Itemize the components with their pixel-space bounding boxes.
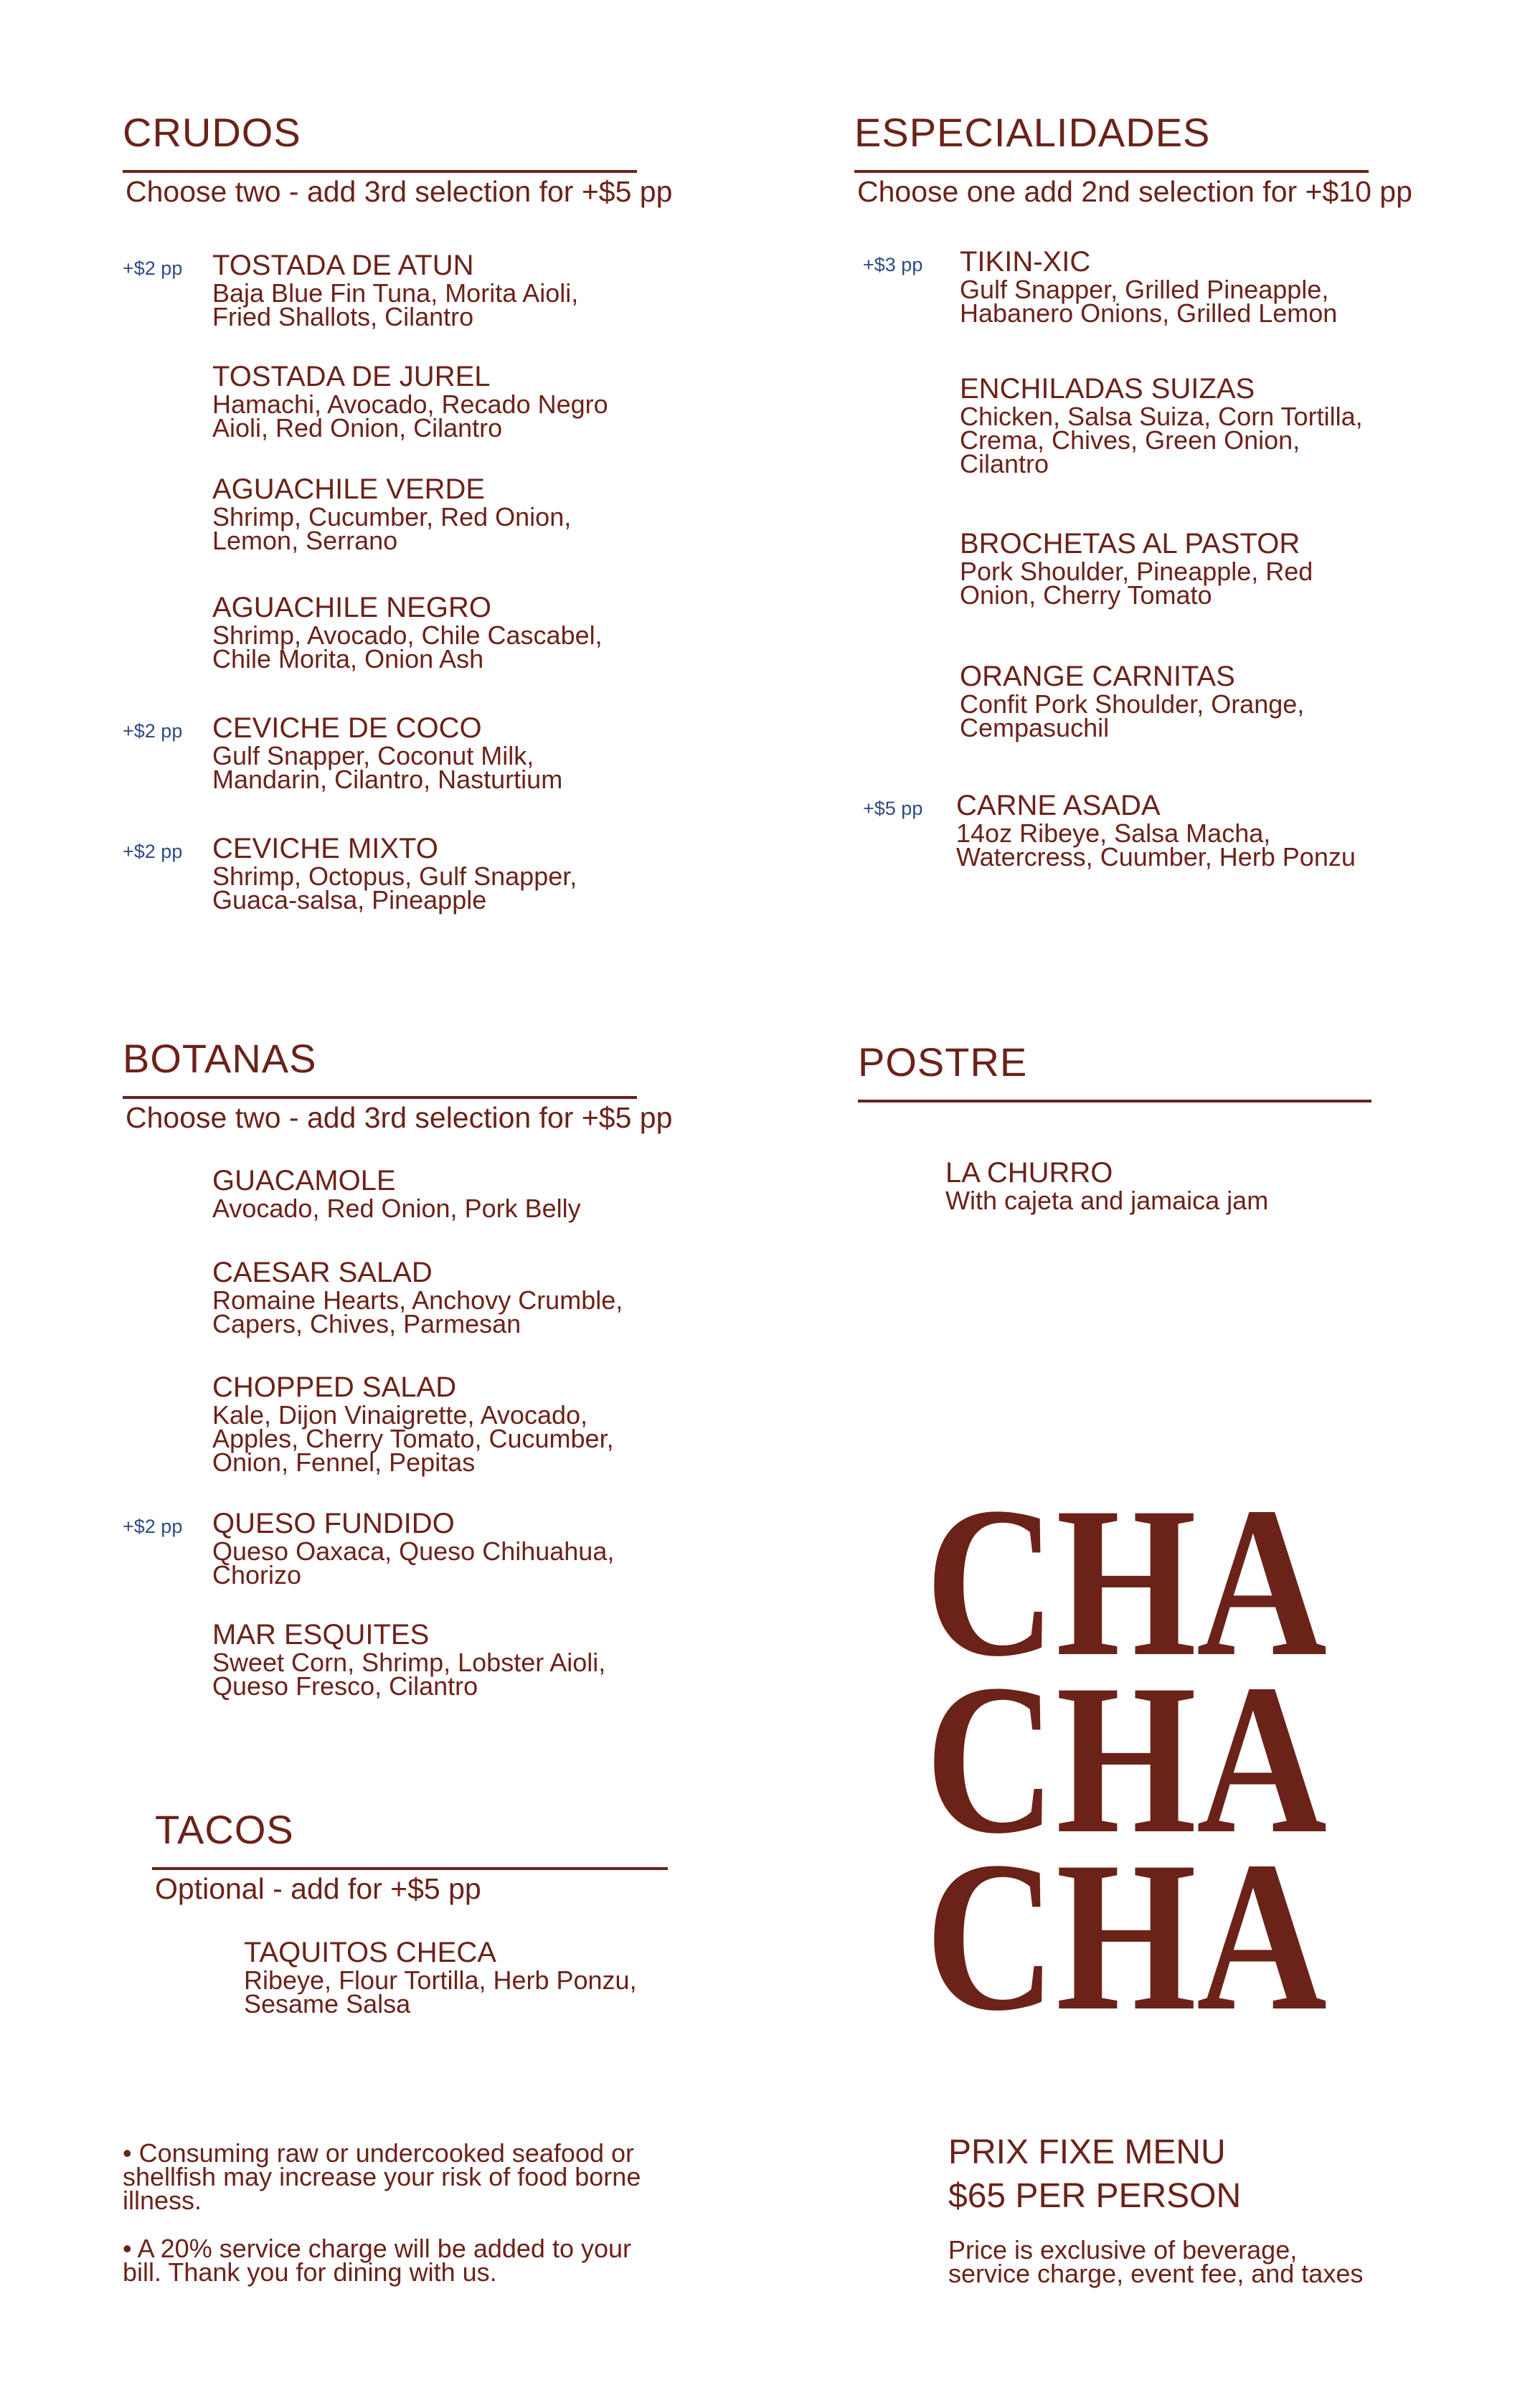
- cha-cha-cha-logo: [925, 1463, 1341, 2055]
- item-description-line: Romaine Hearts, Anchovy Crumble,: [212, 1285, 623, 1315]
- item-description-line: Onion, Fennel, Pepitas: [212, 1448, 476, 1477]
- item-description-line: Cempasuchil: [960, 713, 1110, 742]
- item-description-line: Pork Shoulder, Pineapple, Red: [960, 557, 1313, 586]
- item-name: MAR ESQUITES: [212, 1619, 430, 1651]
- section-title: POSTRE: [858, 1039, 1028, 1085]
- item-description-line: Gulf Snapper, Coconut Milk,: [212, 741, 534, 770]
- item-description-line: Queso Fresco, Cilantro: [212, 1671, 478, 1701]
- logo-line: CHA: [925, 1463, 1327, 1701]
- item-description-line: Avocado, Red Onion, Pork Belly: [212, 1194, 581, 1223]
- prix-fixe-note: [948, 2235, 1364, 2288]
- logo-line: CHA: [925, 1640, 1327, 1878]
- note-line: illness.: [123, 2186, 202, 2215]
- section-title: CRUDOS: [123, 110, 301, 155]
- item-description-line: Fried Shallots, Cilantro: [212, 302, 474, 331]
- item-description-line: With cajeta and jamaica jam: [945, 1186, 1269, 1215]
- item-description-line: Capers, Chives, Parmesan: [212, 1309, 521, 1338]
- item-surcharge: +$2 pp: [123, 1516, 183, 1537]
- logo-line: CHA: [925, 1817, 1327, 2055]
- prix-note-line: Price is exclusive of beverage,: [948, 2235, 1298, 2265]
- item-name: CAESAR SALAD: [212, 1257, 433, 1288]
- item-description-line: Apples, Cherry Tomato, Cucumber,: [212, 1424, 614, 1453]
- item-description-line: Guaca-salsa, Pineapple: [212, 885, 487, 915]
- item-description-line: Shrimp, Octopus, Gulf Snapper,: [212, 861, 577, 891]
- section-divider: [858, 1100, 1371, 1103]
- item-name: TOSTADA DE ATUN: [212, 250, 474, 281]
- section-title: BOTANAS: [123, 1036, 317, 1081]
- item-surcharge: +$5 pp: [863, 798, 923, 819]
- prix-fixe-title: [948, 2130, 1241, 2218]
- item-description-line: Confit Pork Shoulder, Orange,: [960, 689, 1305, 719]
- raw-seafood-note: [123, 2138, 641, 2215]
- item-description-line: Queso Oaxaca, Queso Chihuahua,: [212, 1536, 615, 1566]
- item-description-line: Sweet Corn, Shrimp, Lobster Aioli,: [212, 1648, 606, 1677]
- item-description-line: Hamachi, Avocado, Recado Negro: [212, 389, 608, 419]
- item-name: BROCHETAS AL PASTOR: [960, 528, 1300, 559]
- section-divider: [152, 1867, 668, 1870]
- item-name: TAQUITOS CHECA: [244, 1937, 496, 1968]
- item-description-line: Chicken, Salsa Suiza, Corn Tortilla,: [960, 402, 1363, 431]
- item-description-line: Shrimp, Cucumber, Red Onion,: [212, 502, 572, 532]
- item-description-line: Watercress, Cuumber, Herb Ponzu: [956, 842, 1356, 872]
- item-description-line: Gulf Snapper, Grilled Pineapple,: [960, 275, 1329, 304]
- item-description-line: Crema, Chives, Green Onion,: [960, 425, 1300, 455]
- section-subtitle: Choose two - add 3rd selection for +$5 pp: [126, 175, 673, 208]
- item-name: ORANGE CARNITAS: [960, 661, 1235, 692]
- item-surcharge: +$2 pp: [123, 258, 183, 279]
- item-description-line: Sesame Salsa: [244, 1989, 411, 2019]
- item-description-line: Onion, Cherry Tomato: [960, 580, 1212, 610]
- section-title: ESPECIALIDADES: [854, 110, 1211, 155]
- section-divider: [123, 1096, 637, 1099]
- item-name: CARNE ASADA: [956, 790, 1161, 821]
- item-description-line: Mandarin, Cilantro, Nasturtium: [212, 765, 563, 794]
- section-title: TACOS: [155, 1807, 294, 1852]
- item-description-line: Chorizo: [212, 1560, 302, 1590]
- item-description-line: Aioli, Red Onion, Cilantro: [212, 413, 503, 443]
- item-name: AGUACHILE VERDE: [212, 473, 486, 505]
- prix-fixe-line: PRIX FIXE MENU: [948, 2133, 1226, 2171]
- item-name: CEVICHE DE COCO: [212, 712, 482, 744]
- item-surcharge: +$2 pp: [123, 720, 183, 742]
- item-description-line: Shrimp, Avocado, Chile Cascabel,: [212, 620, 603, 650]
- section-divider: [854, 170, 1369, 173]
- note-line: bill. Thank you for dining with us.: [123, 2257, 497, 2287]
- item-surcharge: +$3 pp: [863, 254, 923, 275]
- note-line: • A 20% service charge will be added to your: [123, 2234, 632, 2263]
- item-name: CHOPPED SALAD: [212, 1371, 457, 1403]
- prix-note-line: service charge, event fee, and taxes: [948, 2259, 1364, 2288]
- item-description-line: Ribeye, Flour Tortilla, Herb Ponzu,: [244, 1965, 637, 1995]
- note-line: • Consuming raw or undercooked seafood or: [123, 2138, 635, 2168]
- item-name: CEVICHE MIXTO: [212, 833, 438, 864]
- item-name: TOSTADA DE JUREL: [212, 361, 491, 392]
- section-subtitle: Optional - add for +$5 pp: [155, 1872, 481, 1905]
- section-divider: [123, 170, 637, 173]
- item-name: TIKIN-XIC: [960, 246, 1091, 278]
- item-name: GUACAMOLE: [212, 1165, 396, 1196]
- item-description-line: Kale, Dijon Vinaigrette, Avocado,: [212, 1400, 588, 1430]
- prix-fixe-price: $65 PER PERSON: [948, 2177, 1242, 2215]
- item-description-line: Lemon, Serrano: [212, 526, 398, 555]
- note-line: shellfish may increase your risk of food borne: [123, 2162, 641, 2191]
- item-description-line: 14oz Ribeye, Salsa Macha,: [956, 818, 1271, 848]
- section-subtitle: Choose one add 2nd selection for +$10 pp: [857, 175, 1412, 208]
- item-description-line: Chile Morita, Onion Ash: [212, 644, 484, 674]
- section-subtitle: Choose two - add 3rd selection for +$5 pp: [126, 1101, 673, 1134]
- item-name: ENCHILADAS SUIZAS: [960, 373, 1255, 405]
- item-description-line: Baja Blue Fin Tuna, Morita Aioli,: [212, 278, 579, 308]
- item-surcharge: +$2 pp: [123, 841, 183, 862]
- service-charge-note: [123, 2234, 632, 2287]
- item-description-line: Habanero Onions, Grilled Lemon: [960, 298, 1338, 328]
- item-description-line: Cilantro: [960, 449, 1049, 478]
- item-name: AGUACHILE NEGRO: [212, 592, 491, 623]
- item-name: LA CHURRO: [945, 1157, 1113, 1189]
- item-name: QUESO FUNDIDO: [212, 1508, 455, 1539]
